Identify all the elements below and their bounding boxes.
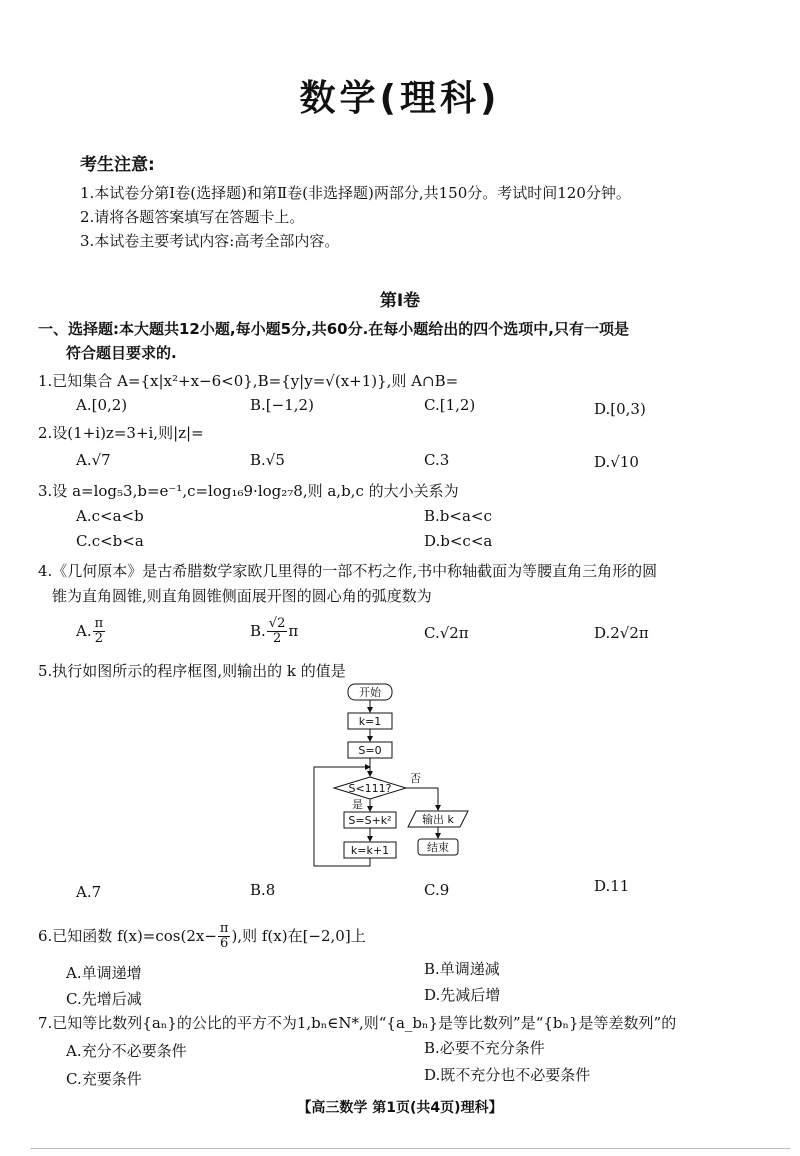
question-2-stem: 2.设(1+i)z=3+i,则|z|=	[38, 424, 204, 442]
question-4-option-a: A. $\frac{\pi}{2}$	[76, 616, 104, 647]
question-7-stem: 7.已知等比数列{aₙ}的公比的平方不为1,bₙ∈N*,则“{a_bₙ}是等比数列”是“{bₙ}是等差数列”的	[38, 1014, 677, 1032]
question-4-option-b: B. $\frac{√2}{2}$ π	[250, 616, 299, 647]
question-2-option-a: A.√7	[76, 451, 111, 469]
notice-item-1: 1.本试卷分第Ⅰ卷(选择题)和第Ⅱ卷(非选择题)两部分,共150分。考试时间120分钟。	[80, 184, 631, 202]
flow-init-s-label: S=0	[358, 744, 382, 757]
section-heading-line1: 一、选择题:本大题共12小题,每小题5分,共60分.在每小题给出的四个选项中,只有一项是	[38, 320, 629, 338]
question-1-stem: 1.已知集合 A={x|x²+x−6<0},B={y|y=√(x+1)},则 A∩B=	[38, 372, 459, 390]
flow-no-label: 否	[410, 772, 421, 785]
question-3-option-d: D.b<c<a	[424, 532, 493, 550]
question-3-option-b: B.b<a<c	[424, 507, 492, 525]
question-3-option-a: A.c<a<b	[76, 507, 144, 525]
question-5-option-c: C.9	[424, 881, 450, 899]
notice-item-3: 3.本试卷主要考试内容:高考全部内容。	[80, 232, 340, 250]
page-title: 数学(理科)	[299, 78, 501, 119]
question-5-option-b: B.8	[250, 881, 276, 899]
flow-init-k-label: k=1	[358, 715, 382, 728]
flow-yes-label: 是	[352, 798, 363, 811]
question-5-option-d: D.11	[594, 877, 630, 895]
question-5-option-a: A.7	[76, 883, 102, 901]
question-2-option-b: B.√5	[250, 451, 285, 469]
question-7-option-d: D.既不充分也不必要条件	[424, 1066, 591, 1084]
question-7-option-c: C.充要条件	[66, 1070, 142, 1088]
question-1-option-a: A.[0,2)	[76, 396, 128, 414]
question-4-option-c: C.√2π	[424, 624, 469, 642]
question-5-stem: 5.执行如图所示的程序框图,则输出的 k 的值是	[38, 662, 346, 680]
flow-end-label: 结束	[427, 841, 449, 854]
flow-condition-label: S<111?	[348, 782, 392, 795]
question-6-option-a: A.单调递增	[66, 964, 142, 982]
question-2-option-c: C.3	[424, 451, 450, 469]
flow-start-label: 开始	[359, 686, 381, 699]
flowchart	[300, 680, 480, 870]
volume-title: 第Ⅰ卷	[379, 291, 421, 311]
flow-update-k-label: k=k+1	[350, 844, 390, 857]
bottom-divider	[30, 1148, 790, 1149]
question-7-option-a: A.充分不必要条件	[66, 1042, 187, 1060]
question-1-option-b: B.[−1,2)	[250, 396, 314, 414]
question-6-option-d: D.先减后增	[424, 986, 501, 1004]
question-4-option-d: D.2√2π	[594, 624, 649, 642]
question-3-stem: 3.设 a=log₅3,b=e⁻¹,c=log₁₆9·log₂₇8,则 a,b,c 的大小关系为	[38, 482, 459, 500]
question-4-line1: 4.《几何原本》是古希腊数学家欧几里得的一部不朽之作,书中称轴截面为等腰直角三角形的圆	[38, 562, 658, 580]
flow-output-label: 输出 k	[422, 813, 454, 826]
notice-item-2: 2.请将各题答案填写在答题卡上。	[80, 208, 305, 226]
flow-update-s-label: S=S+k²	[348, 814, 392, 827]
question-6-option-b: B.单调递减	[424, 960, 500, 978]
question-6-option-c: C.先增后减	[66, 990, 142, 1008]
question-1-option-c: C.[1,2)	[424, 396, 476, 414]
question-7-option-b: B.必要不充分条件	[424, 1039, 545, 1057]
question-4-line2: 锥为直角圆锥,则直角圆锥侧面展开图的圆心角的弧度数为	[52, 587, 432, 605]
page-footer: 【高三数学 第1页(共4页)理科】	[297, 1100, 503, 1116]
question-2-option-d: D.√10	[594, 453, 639, 471]
question-6-stem: 6.已知函数 f(x)=cos(2x− $\frac{\pi}{6}$ ),则 f(x)在[−2,0]上	[38, 921, 366, 952]
question-3-option-c: C.c<b<a	[76, 532, 144, 550]
question-1-option-d: D.[0,3)	[594, 400, 646, 418]
notice-heading: 考生注意:	[80, 155, 155, 175]
section-heading-line2: 符合题目要求的.	[66, 344, 177, 362]
